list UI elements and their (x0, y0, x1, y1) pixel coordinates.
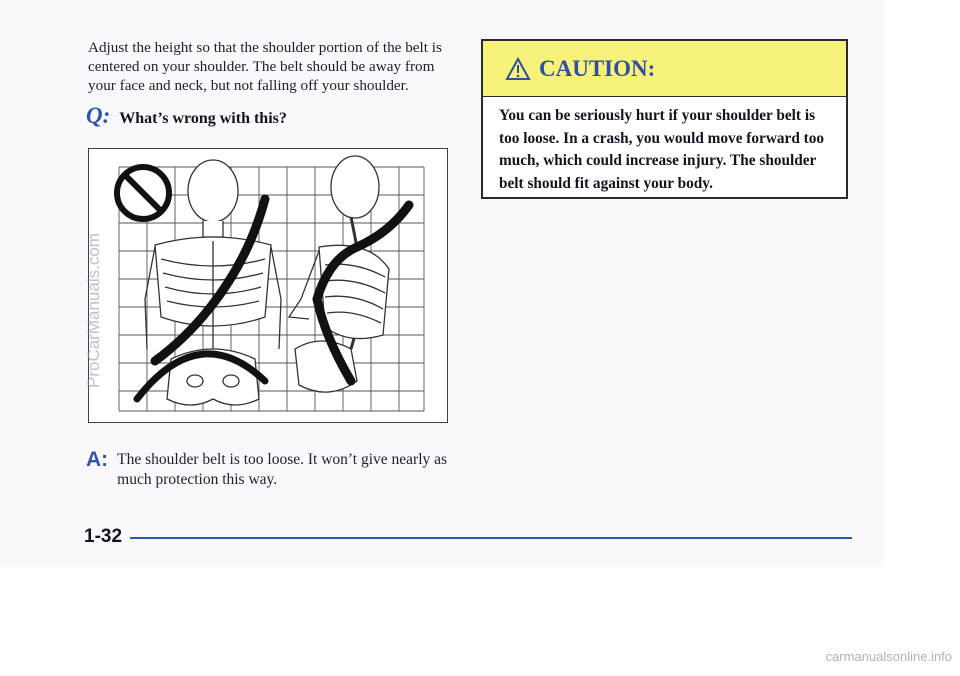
page-footer (84, 526, 852, 548)
caution-box (481, 39, 848, 199)
page-number: 1-32 (84, 526, 123, 547)
question-text: What’s wrong with this? (119, 110, 287, 127)
seat-belt-illustration (88, 148, 448, 423)
question (86, 103, 287, 129)
answer-letter: A: (86, 448, 109, 471)
question-letter: Q: (86, 103, 111, 128)
intro-paragraph: Adjust the height so that the shoulder portion of the belt is centered on your shoulder. The belt should be away from your face and neck, but not falling off your shoulder. (88, 39, 442, 94)
illustration-drawing (89, 149, 446, 421)
prohibition-icon (117, 167, 169, 219)
caution-body: You can be seriously hurt if your shoulder belt is too loose. In a crash, you would move forward too much, which could increase injury. The shoulder belt should fit against your body. (499, 107, 825, 192)
caution-header (483, 41, 846, 97)
watermark: ProCarManuals.com (84, 233, 103, 388)
footer-rule (130, 537, 852, 539)
warning-triangle-icon (505, 57, 531, 81)
answer-text: The shoulder belt is too loose. It won’t give nearly as much protection this way. (117, 451, 448, 488)
caution-title: CAUTION: (539, 55, 656, 81)
answer (86, 450, 466, 490)
site-watermark: carmanualsonline.info (825, 649, 952, 664)
